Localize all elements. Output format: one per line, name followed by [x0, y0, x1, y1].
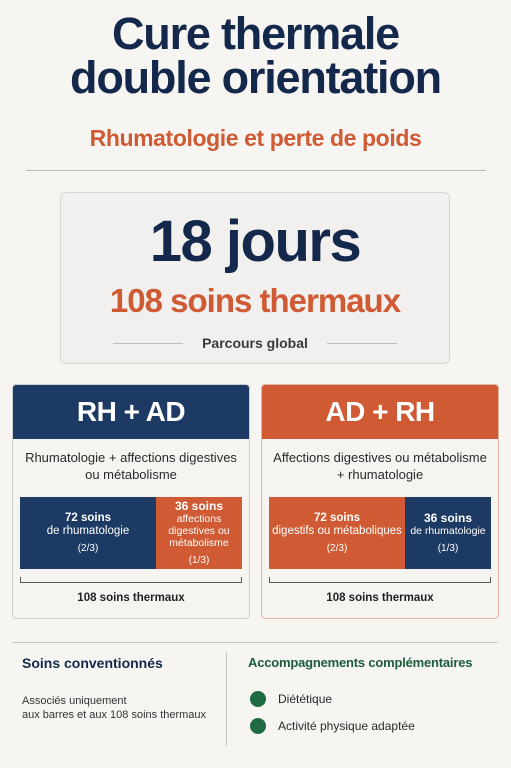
card-total: 108 soins thermaux: [77, 592, 185, 604]
segment-fraction: (2/3): [326, 543, 348, 554]
conventionnes-line-1: Associés uniquement: [22, 695, 127, 707]
card-title: RH + AD: [13, 385, 249, 439]
summary-box: [60, 192, 450, 364]
segment-fraction: (1/3): [437, 543, 459, 554]
card-title: AD + RH: [262, 385, 498, 439]
segment-label: de rhumatologie: [410, 525, 486, 537]
card-ad-rh: [261, 384, 499, 619]
segment-label: digestifs ou métaboliques: [272, 525, 402, 537]
segment-fraction: (2/3): [77, 543, 99, 554]
bullet-dot-icon: [250, 718, 266, 734]
segment-count: 36 soins: [174, 499, 224, 513]
card-total: 108 soins thermaux: [326, 592, 434, 604]
summary-soins: 108 soins thermaux: [109, 282, 401, 319]
list-item-label: Activité physique adaptée: [278, 719, 415, 733]
segment-fraction: (1/3): [188, 555, 210, 566]
bullet-dot-icon: [250, 691, 266, 707]
segment-digestif: [156, 497, 242, 569]
complementaires-title: Accompagnements complémentaires: [248, 655, 473, 670]
conventionnes-title: Soins conventionnés: [22, 655, 163, 671]
list-item-label: Diététique: [278, 692, 333, 706]
conventionnes-text: [22, 694, 222, 722]
conventionnes-line-2: aux barres et aux 108 soins thermaux: [22, 709, 207, 721]
list-item-dietetique: [250, 691, 332, 707]
segment-count: 72 soins: [64, 512, 112, 524]
segment-count: 36 soins: [423, 511, 473, 525]
card-rh-ad: [12, 384, 250, 619]
title-line-2: double orientation: [70, 52, 441, 103]
summary-caption: Parcours global: [202, 335, 308, 351]
list-item-activite: [250, 718, 415, 734]
segment-count: 72 soins: [313, 512, 361, 524]
soins-split-bar: [269, 497, 491, 569]
title-line-1: Cure thermale: [111, 8, 399, 59]
card-description: Rhumatologie + affections digestives ou métabolisme: [25, 450, 237, 482]
soins-split-bar: [20, 497, 242, 569]
top-divider: [26, 170, 486, 171]
segment-rhumatologie: [405, 497, 491, 569]
segment-digestif: [269, 497, 405, 569]
page-subtitle: Rhumatologie et perte de poids: [89, 125, 422, 151]
segment-label: de rhumatologie: [46, 525, 130, 537]
summary-days: 18 jours: [149, 209, 361, 274]
card-description: Affections digestives ou métabolisme + rhumatologie: [273, 450, 487, 482]
total-bracket: [269, 577, 491, 583]
segment-rhumatologie: [20, 497, 156, 569]
page-title: [0, 8, 511, 103]
segment-label: affections digestives ou métabolisme: [168, 513, 230, 549]
total-bracket: [20, 577, 242, 583]
footer-vertical-divider: [226, 652, 227, 746]
bottom-divider: [12, 642, 498, 643]
